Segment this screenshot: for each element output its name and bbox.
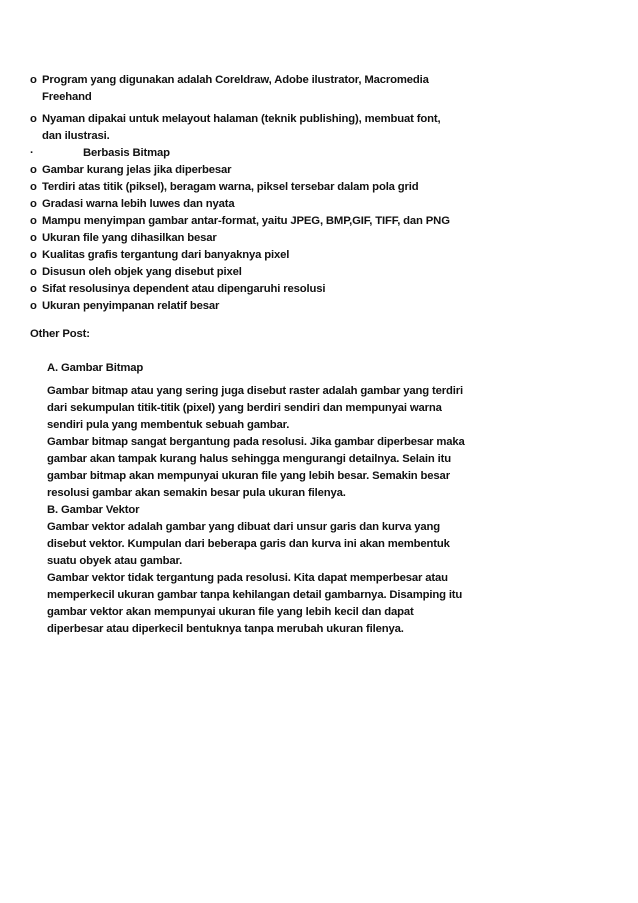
article [47, 360, 465, 638]
bullet-marker: · [30, 147, 34, 159]
article-line: suatu obyek atau gambar. [47, 555, 183, 567]
bullet-marker: o [30, 181, 37, 193]
list-item-text: Freehand [42, 91, 92, 103]
bullet-marker: o [30, 266, 37, 278]
list-item-text: Gradasi warna lebih luwes dan nyata [42, 198, 235, 210]
article-line: Gambar bitmap sangat bergantung pada resolusi. Jika gambar diperbesar maka [47, 436, 465, 448]
list-item-text: Gambar kurang jelas jika diperbesar [42, 164, 232, 176]
bullet-marker: o [30, 113, 37, 125]
article-line: gambar vektor akan mempunyai ukuran file yang lebih kecil dan dapat [47, 606, 414, 618]
article-line: disebut vektor. Kumpulan dari beberapa garis dan kurva ini akan membentuk [47, 538, 450, 550]
bullet-marker: o [30, 164, 37, 176]
bullet-marker: o [30, 249, 37, 261]
list-item-text: Disusun oleh objek yang disebut pixel [42, 266, 242, 278]
bullet-marker: o [30, 232, 37, 244]
list-item-text: Mampu menyimpan gambar antar-format, yaitu JPEG, BMP,GIF, TIFF, dan PNG [42, 215, 450, 227]
article-line: diperbesar atau diperkecil bentuknya tanpa merubah ukuran filenya. [47, 623, 404, 635]
bullet-marker: o [30, 300, 37, 312]
list-item-text: Sifat resolusinya dependent atau dipengaruhi resolusi [42, 283, 326, 295]
article-line: dari sekumpulan titik-titik (pixel) yang berdiri sendiri dan mempunyai warna [47, 402, 442, 414]
bullet-marker: o [30, 283, 37, 295]
article-line: memperkecil ukuran gambar tanpa kehilangan detail gambarnya. Disamping itu [47, 589, 463, 601]
article-line: Gambar vektor adalah gambar yang dibuat dari unsur garis dan kurva yang [47, 521, 441, 533]
section-heading-vektor: B. Gambar Vektor [47, 504, 140, 516]
bullet-marker: o [30, 215, 37, 227]
article-line: gambar bitmap akan mempunyai ukuran file yang lebih besar. Semakin besar [47, 470, 450, 482]
article-line: Gambar bitmap atau yang sering juga disebut raster adalah gambar yang terdiri [47, 385, 463, 397]
bullet-marker: o [30, 198, 37, 210]
list-item-text: Kualitas grafis tergantung dari banyaknya pixel [42, 249, 290, 261]
article-line: resolusi gambar akan semakin besar pula ukuran filenya. [47, 487, 346, 499]
list-item-text: Ukuran file yang dihasilkan besar [42, 232, 217, 244]
list-item-text: Berbasis Bitmap [83, 147, 170, 159]
other-post-heading: Other Post: [30, 328, 90, 340]
list-item-text: Nyaman dipakai untuk melayout halaman (teknik publishing), membuat font, [42, 113, 441, 125]
list-item-text: Ukuran penyimpanan relatif besar [42, 300, 220, 312]
list-item-text: dan ilustrasi. [42, 130, 110, 142]
bullet-marker: o [30, 74, 37, 86]
section-heading-bitmap: A. Gambar Bitmap [47, 362, 144, 374]
article-line: Gambar vektor tidak tergantung pada resolusi. Kita dapat memperbesar atau [47, 572, 448, 584]
list-item-text: Terdiri atas titik (piksel), beragam warna, piksel tersebar dalam pola grid [42, 181, 419, 193]
article-line: gambar akan tampak kurang halus sehingga mengurangi detailnya. Selain itu [47, 453, 452, 465]
article-line: sendiri pula yang membentuk sebuah gambar. [47, 419, 290, 431]
list-item-text: Program yang digunakan adalah Coreldraw, Adobe ilustrator, Macromedia [42, 74, 429, 86]
